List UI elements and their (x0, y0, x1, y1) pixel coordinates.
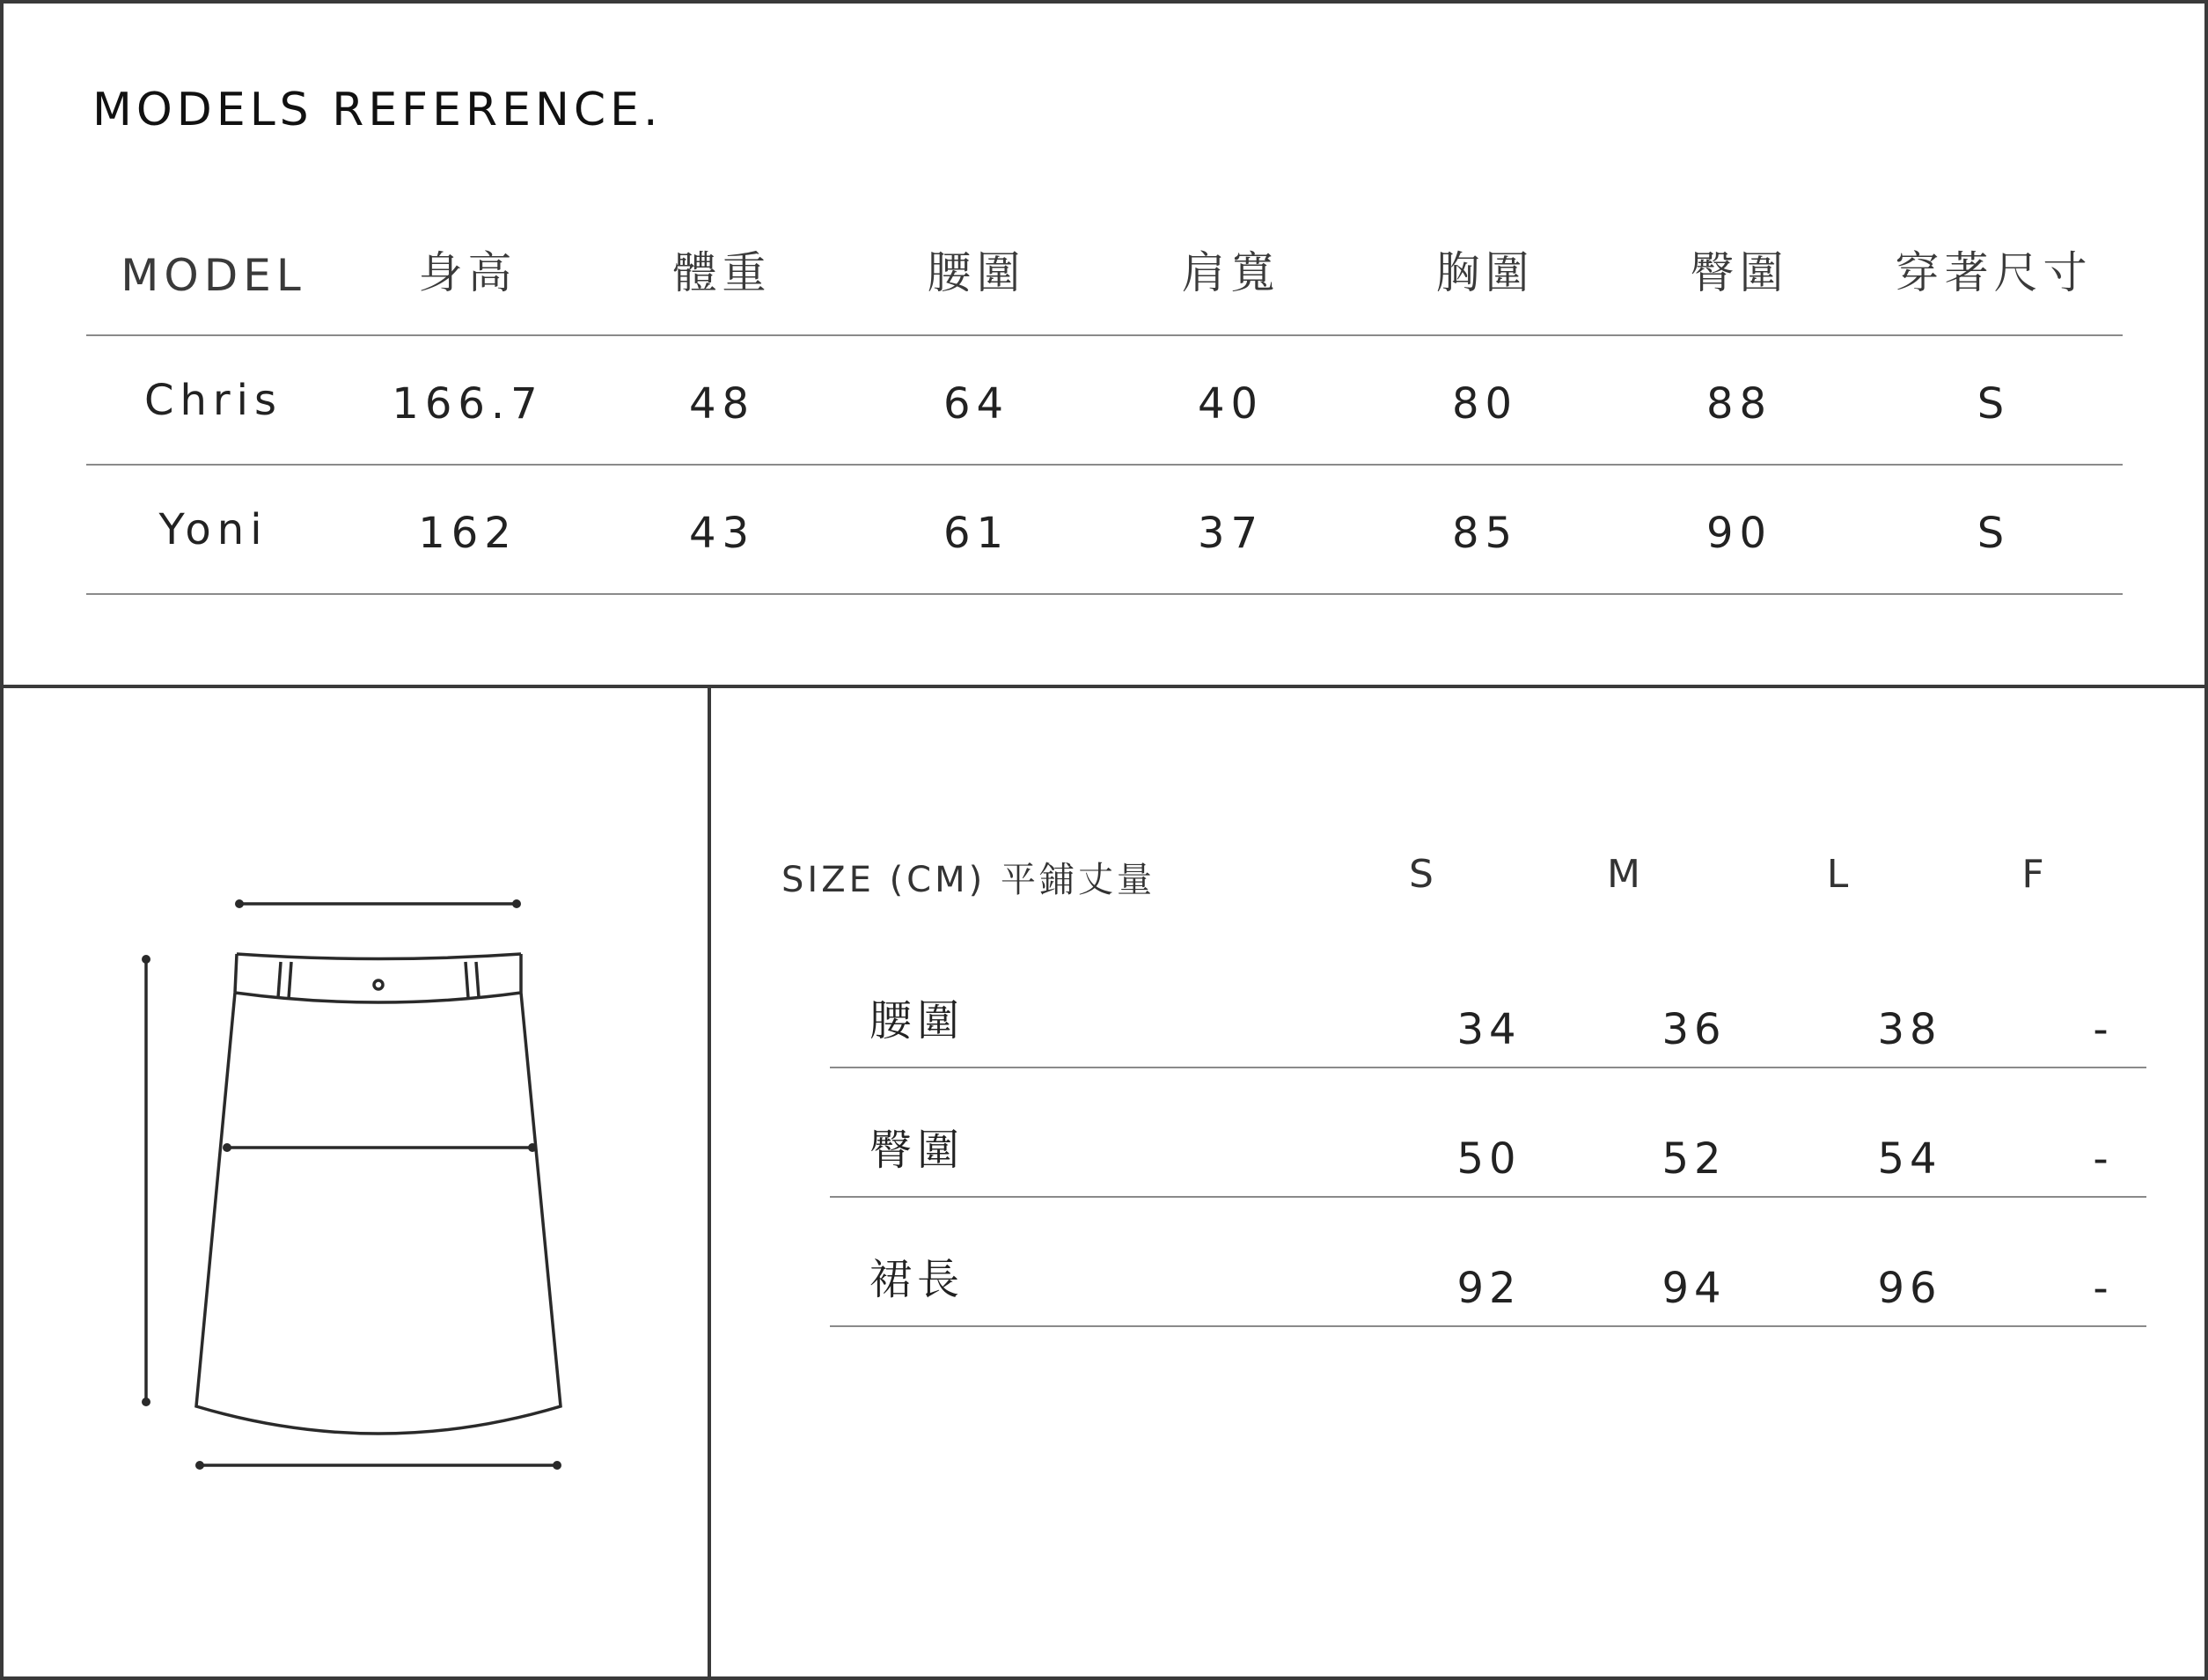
model-weight: 43 (688, 509, 756, 558)
model-chest: 80 (1451, 379, 1519, 429)
model-waist: 64 (943, 379, 1010, 429)
table-row (830, 1198, 2146, 1327)
table-row (86, 336, 2123, 466)
size-value: - (2093, 1264, 2114, 1313)
size-value: 54 (1877, 1134, 1942, 1184)
section-divider-horizontal (0, 685, 2208, 688)
model-height: 162 (418, 509, 517, 558)
header-height: 身高 (418, 247, 517, 298)
header-waist: 腰圍 (927, 247, 1026, 298)
table-row (830, 1068, 2146, 1198)
size-value: 96 (1877, 1264, 1942, 1313)
table-row (86, 466, 2123, 595)
section-divider-vertical (708, 686, 711, 1680)
model-chest: 85 (1451, 509, 1519, 558)
size-value: 52 (1662, 1134, 1727, 1184)
models-table (86, 220, 2123, 595)
model-weight: 48 (688, 379, 756, 429)
size-table-title: SIZE (CM) 平鋪丈量 (781, 860, 1155, 900)
model-hip: 88 (1706, 379, 1773, 429)
header-chest: 胸圍 (1435, 247, 1535, 298)
header-hip: 臀圍 (1690, 247, 1789, 298)
model-shoulder: 37 (1197, 509, 1265, 558)
table-row (830, 979, 2146, 1068)
skirt-body (196, 954, 561, 1434)
size-value: - (2093, 1005, 2114, 1054)
header-weight: 體重 (672, 247, 772, 298)
model-waist: 61 (943, 509, 1010, 558)
model-shoulder: 40 (1197, 379, 1265, 429)
header-model: MODEL (121, 250, 306, 301)
size-column-s: S (1409, 852, 1434, 897)
size-column-m: M (1607, 852, 1640, 897)
model-name: Chris (143, 376, 282, 425)
size-value: - (2093, 1134, 2114, 1184)
models-table-header (86, 220, 2123, 336)
size-value: 34 (1456, 1005, 1522, 1054)
skirt-outline-icon (123, 880, 581, 1496)
size-value: 36 (1662, 1005, 1727, 1054)
size-value: 50 (1456, 1134, 1522, 1184)
model-hip: 90 (1706, 509, 1773, 558)
model-size: S (1977, 379, 2011, 429)
size-value: 94 (1662, 1264, 1727, 1313)
button-icon (374, 980, 383, 989)
size-value: 38 (1877, 1005, 1942, 1054)
size-table (830, 979, 2146, 1327)
header-size-worn: 穿著尺寸 (1895, 247, 2093, 298)
models-reference-title: MODELS REFERENCE. (92, 84, 663, 136)
size-row-label: 裙長 (869, 1255, 965, 1304)
size-row-label: 腰圍 (869, 996, 965, 1045)
model-name: Yoni (158, 505, 268, 554)
header-shoulder: 肩寬 (1181, 247, 1280, 298)
size-column-l: L (1826, 852, 1849, 897)
size-row-label: 臀圍 (869, 1126, 965, 1175)
size-column-f: F (2021, 852, 2044, 897)
waistband-top (237, 954, 521, 959)
size-value: 92 (1456, 1264, 1522, 1313)
model-height: 166.7 (392, 379, 544, 429)
model-size: S (1977, 509, 2011, 558)
